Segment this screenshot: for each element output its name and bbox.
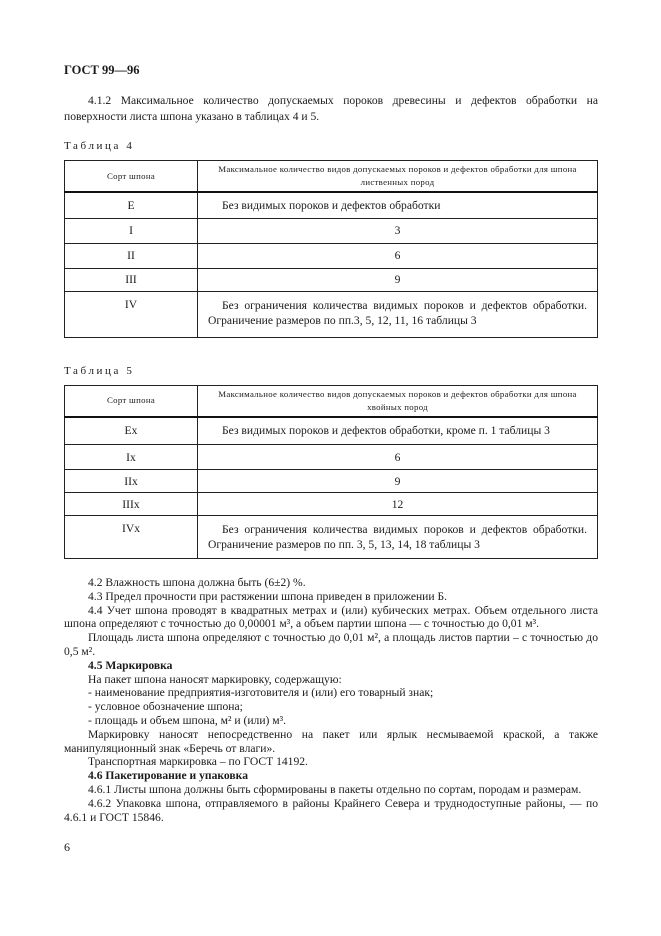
document-header: ГОСТ 99—96 — [64, 63, 140, 77]
section-heading: 4.5 Маркировка — [88, 658, 173, 672]
paragraph: 4.3 Предел прочности при растяжении шпона приведен в приложении Б. — [88, 589, 448, 603]
grade-cell: Ex — [65, 417, 198, 445]
paragraph: 4.6.2 Упаковка шпона, отправляемого в районы Крайнего Севера и труднодоступные районы, — по 4.6.1 и ГОСТ 15846. — [64, 796, 598, 824]
grade-cell: E — [65, 192, 198, 218]
value-cell: Без ограничения количества видимых пороков и дефектов обработки. Ограничение размеров по пп. 3, 5, 13, 14, 18 таблицы 3 — [198, 516, 598, 559]
list-item: - площадь и объем шпона, м² и (или) м³. — [88, 713, 287, 727]
table-5 — [64, 385, 598, 560]
section-heading: 4.6 Пакетирование и упаковка — [88, 769, 248, 783]
table5-caption: Таблица 5 — [64, 364, 135, 377]
table-row — [65, 218, 598, 243]
table4-col-grade: Сорт шпона — [65, 161, 198, 193]
value-cell: Без видимых пороков и дефектов обработки — [198, 192, 598, 218]
table-row — [65, 417, 598, 445]
table5-col-defects: Максимальное количество видов допускаемых пороков и дефектов обработки для шпона хвойных пород — [198, 385, 598, 417]
value-cell: 6 — [198, 445, 598, 470]
table-4 — [64, 160, 598, 338]
grade-cell: II — [65, 243, 198, 268]
value-cell: 12 — [198, 493, 598, 516]
grade-cell: IV — [65, 291, 198, 337]
paragraph: На пакет шпона наносят маркировку, содержащую: — [88, 672, 342, 686]
table-row — [65, 268, 598, 291]
paragraph: Площадь листа шпона определяют с точностью до 0,01 м², а площадь листов партии – с точностью до 0,5 м². — [64, 631, 598, 658]
table4-caption: Таблица 4 — [64, 140, 135, 152]
paragraph-4-1-2: 4.1.2 Максимальное количество допускаемых пороков древесины и дефектов обработки на поверхности листа шпона указано в таблицах 4 и 5. — [64, 94, 598, 123]
grade-cell: IVx — [65, 516, 198, 559]
grade-cell: IIIx — [65, 493, 198, 516]
page-number: 6 — [64, 840, 70, 855]
table-row — [65, 445, 598, 470]
table-row — [65, 243, 598, 268]
value-cell: Без видимых пороков и дефектов обработки, кроме п. 1 таблицы 3 — [198, 417, 598, 445]
paragraph: 4.4 Учет шпона проводят в квадратных метрах и (или) кубических метрах. Объем отдельного листа шпона определяют с точностью до 0,00001 м³, а объем партии шпона — с точностью до 0,01 м³. — [64, 603, 598, 631]
value-cell: 9 — [198, 470, 598, 493]
value-cell: 3 — [198, 218, 598, 243]
grade-cell: III — [65, 268, 198, 291]
list-item: - наименование предприятия-изготовителя и (или) его товарный знак; — [88, 686, 434, 700]
value-cell: 9 — [198, 268, 598, 291]
paragraph: 4.2 Влажность шпона должна быть (6±2) %. — [88, 576, 306, 589]
table-row — [65, 291, 598, 337]
value-cell: 6 — [198, 243, 598, 268]
grade-cell: I — [65, 218, 198, 243]
table-row — [65, 470, 598, 493]
table-row — [65, 493, 598, 516]
paragraph: 4.6.1 Листы шпона должны быть сформированы в пакеты отдельно по сортам, породам и размерам. — [88, 782, 582, 796]
list-item: - условное обозначение шпона; — [88, 700, 243, 714]
table-row — [65, 192, 598, 218]
grade-cell: Ix — [65, 445, 198, 470]
body-text — [64, 576, 598, 824]
grade-cell: IIx — [65, 470, 198, 493]
table5-col-grade: Сорт шпона — [65, 385, 198, 417]
table4-col-defects: Максимальное количество видов допускаемых пороков и дефектов обработки для шпона лиственных пород — [198, 161, 598, 193]
paragraph: Транспортная маркировка – по ГОСТ 14192. — [88, 755, 308, 769]
table-row — [65, 516, 598, 559]
value-cell: Без ограничения количества видимых пороков и дефектов обработки. Ограничение размеров по пп.3, 5, 12, 11, 16 таблицы 3 — [198, 291, 598, 337]
paragraph: Маркировку наносят непосредственно на пакет или ярлык несмываемой краской, а также манипуляционный знак «Беречь от влаги». — [64, 727, 598, 755]
